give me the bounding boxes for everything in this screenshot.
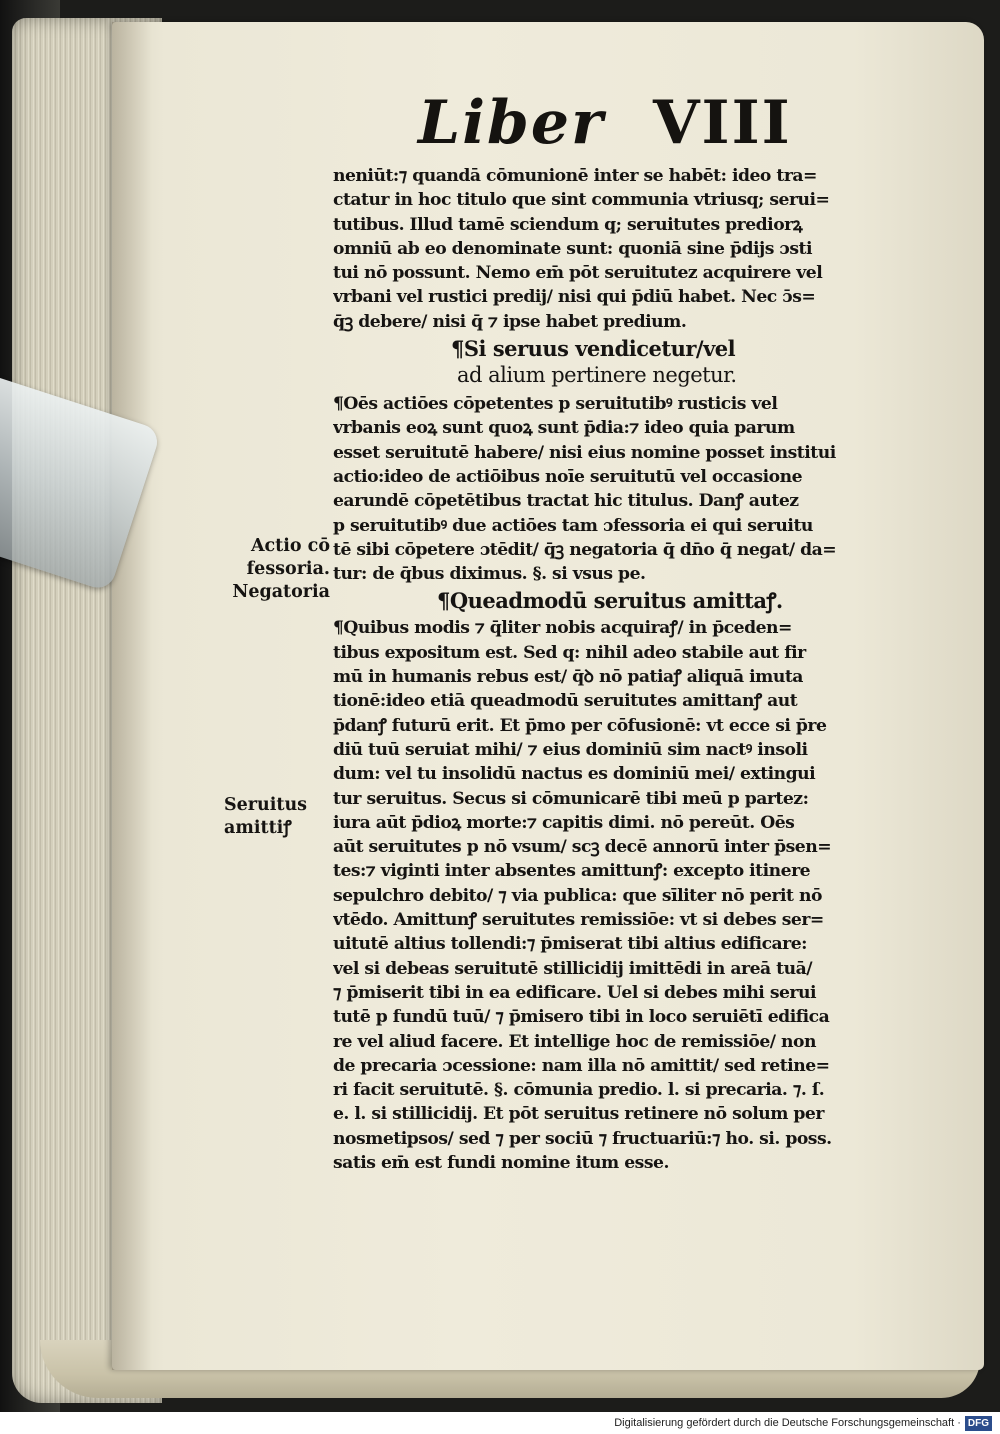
running-head-numeral: VIII bbox=[653, 88, 792, 158]
text-line: tutibus. Illud tamē sciendum q; seruitutes prediorꝝ bbox=[333, 214, 803, 235]
running-head bbox=[418, 88, 818, 168]
text-line: ¶Oēs actiōes cōpetentes p seruitutibꝰ rusticis vel bbox=[333, 394, 778, 415]
text-line: aūt seruitutes p nō vsum/ scꝫ decē annorū inter p̄sen= bbox=[333, 837, 832, 858]
paragraph-3 bbox=[333, 616, 911, 1175]
text-line: dum: vel tu insolidū nactus es dominiū mei/ extingui bbox=[333, 764, 816, 785]
text-line: vrbanis eoꝝ sunt quoꝝ sunt p̄dia:⁊ ideo quia parum bbox=[333, 418, 795, 439]
text-line: satis em̄ est fundi nomine itum esse. bbox=[333, 1152, 669, 1173]
text-line: p̄danꝭ futurū erit. Et p̄mo per cōfusionē: vt ecce si p̄re bbox=[333, 715, 827, 736]
text-line: neniūt:⁊ quandā cōmunionē inter se habēt: ideo tra= bbox=[333, 166, 817, 186]
text-line: ri facit seruitutē. §. cōmunia predio. l. si precaria. ⁊. ſ. bbox=[333, 1080, 825, 1101]
text-line: ctatur in hoc titulo que sint communia vtriusq; serui= bbox=[333, 190, 830, 211]
text-line: omniū ab eo denominate sunt: quoniā sine p̄dijs ɔsti bbox=[333, 238, 813, 259]
text-line: vrbani vel rustici predij/ nisi qui p̄diū habet. Nec ɔ̄s= bbox=[333, 287, 816, 308]
text-line: de precaria ɔcessione: nam illa nō amittit/ sed retine= bbox=[333, 1055, 830, 1076]
text-line: p seruitutibꝰ due actiōes tam ɔfessoria ei qui seruitu bbox=[333, 515, 813, 536]
margin-note-actio bbox=[226, 535, 330, 604]
margin-note-line: Seruitus bbox=[224, 795, 308, 815]
margin-note-seruitus bbox=[224, 794, 334, 840]
margin-note-line: fessoria. bbox=[246, 559, 330, 579]
text-line: tui nō possunt. Nemo em̄ pōt seruitutez acquirere vel bbox=[333, 263, 823, 284]
text-line: vtēdo. Amittunꝭ seruitutes remissiōe: vt si debes ser= bbox=[333, 910, 824, 931]
footer-credit: Digitalisierung gefördert durch die Deutsche Forschungsgemeinschaft · bbox=[614, 1417, 961, 1429]
text-line: uitutē altius tollendi:⁊ p̄miserat tibi altius edificare: bbox=[333, 934, 808, 955]
margin-note-line: Negatoria bbox=[232, 582, 330, 602]
paragraph-1 bbox=[333, 164, 911, 334]
text-line: q̄ꝫ debere/ nisi q̄ ⁊ ipse habet predium. bbox=[333, 311, 687, 332]
text-line: nosmetipsos/ sed ⁊ per sociū ⁊ fructuariū:⁊ ho. si. poss. bbox=[333, 1128, 832, 1149]
text-line: re vel aliud facere. Et intellige hoc de remissiōe/ non bbox=[333, 1031, 816, 1052]
text-line: tur seruitus. Secus si cōmunicarē tibi meū p partez: bbox=[333, 788, 809, 809]
section-heading: ¶Si seruus vendicetur/vel bbox=[451, 336, 736, 362]
text-line: tes:⁊ viginti inter absentes amittunꝭ: excepto itinere bbox=[333, 861, 811, 882]
text-line: mū in humanis rebus est/ q̄ꝺ nō patiaꝭ aliquā imuta bbox=[333, 667, 803, 688]
text-line: tibus expositum est. Sed q: nihil adeo stabile aut fir bbox=[333, 642, 806, 663]
text-line: diū tuū seruiat mihi/ ⁊ eius dominiū sim nactꝰ insoli bbox=[333, 739, 808, 760]
margin-note-line: Actio cō bbox=[250, 536, 330, 556]
text-line: esset seruitutē habere/ nisi eius nomine posset institui bbox=[333, 442, 836, 463]
text-line: iura aūt p̄dioꝝ morte:⁊ capitis dimi. nō pereūt. Oēs bbox=[333, 812, 795, 833]
section-heading-cont: ad alium pertinere negetur. bbox=[457, 363, 737, 388]
text-line: sepulchro debito/ ⁊ via publica: que sīliter nō perit nō bbox=[333, 885, 822, 906]
paragraph-2 bbox=[333, 392, 911, 586]
text-line: tutē p fundū tuū/ ⁊ p̄misero tibi in loco seruiētī edifica bbox=[333, 1007, 830, 1028]
text-line: ⁊ p̄miserit tibi in ea edificare. Uel si debes mihi serui bbox=[333, 982, 817, 1003]
margin-note-line: amittiꝭ bbox=[224, 818, 292, 838]
page-gutter bbox=[112, 22, 152, 1370]
footer-bar bbox=[0, 1412, 1000, 1434]
text-line: vel si debeas seruitutē stillicidij imittēdi in areā tuā/ bbox=[333, 958, 812, 979]
text-line: e. l. si stillicidij. Et pōt seruitus retinere nō solum per bbox=[333, 1104, 824, 1125]
text-line: tē sibi cōpetere ɔtēdit/ q̄ꝫ negatoria q̄ dn̄o q̄ negat/ da= bbox=[333, 539, 837, 560]
body-text bbox=[333, 164, 911, 1175]
section-heading: ¶Queadmodū seruitus amittaꝭ. bbox=[437, 588, 783, 614]
text-line: tionē:ideo etiā queadmodū seruitutes amittanꝭ aut bbox=[333, 691, 798, 712]
text-line: tur: de q̄bus diximus. §. si vsus pe. bbox=[333, 564, 646, 585]
text-line: ¶Quibus modis ⁊ q̄liter nobis acquiraꝭ/ in p̄ceden= bbox=[333, 618, 792, 639]
text-line: actio:ideo de actiōibus noīe seruitutū vel occasione bbox=[333, 466, 803, 487]
text-line: earundē cōpetētibus tractat hic titulus. Danꝭ autez bbox=[333, 491, 799, 512]
running-head-word: Liber bbox=[418, 88, 605, 158]
dfg-logo: DFG bbox=[965, 1416, 992, 1431]
